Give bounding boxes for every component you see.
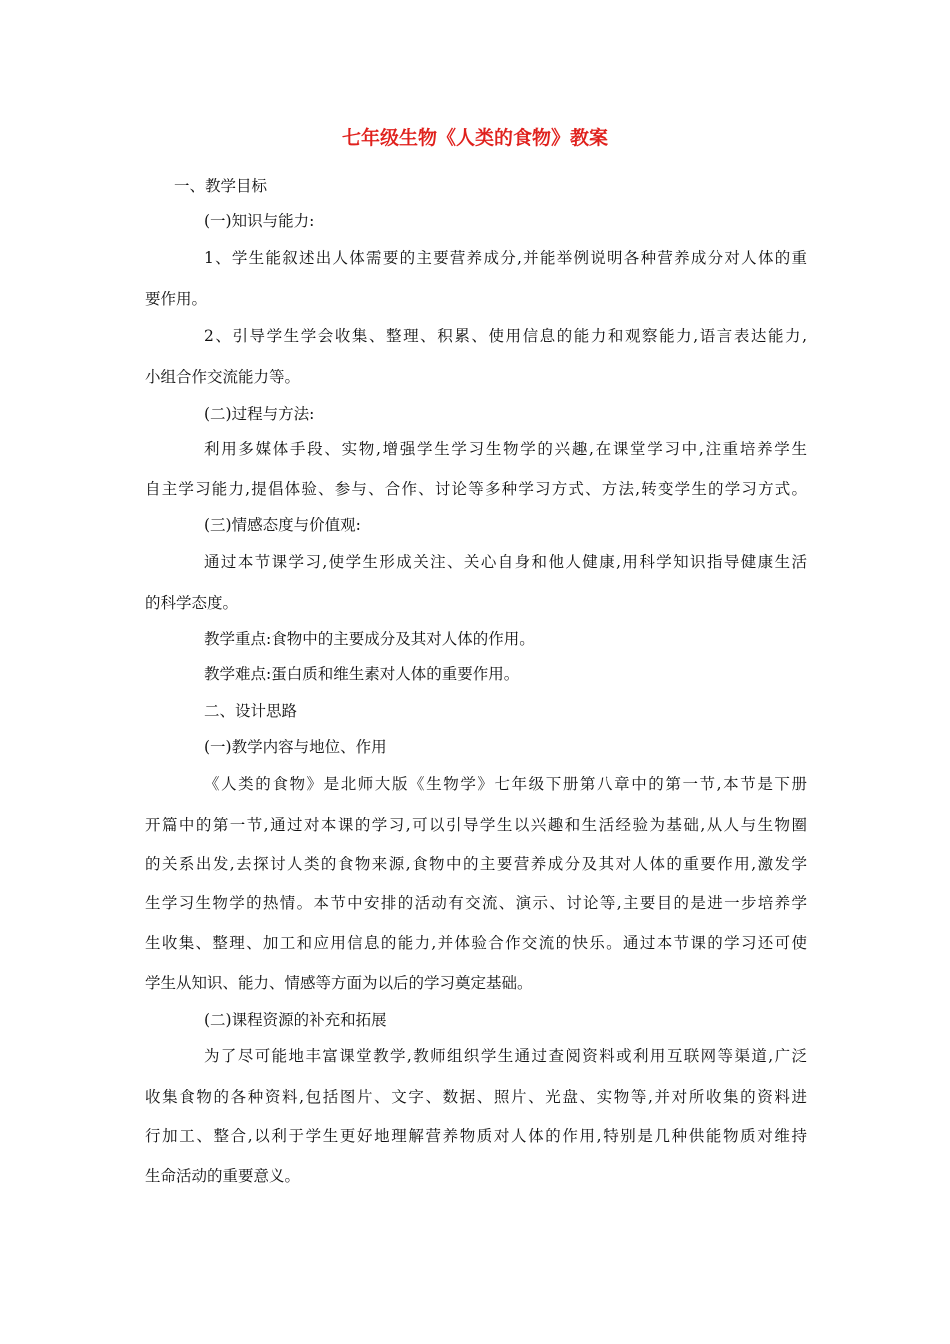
paragraph-line: 自主学习能力,提倡体验、参与、合作、讨论等多种学习方式、方法,转变学生的学习方式。 bbox=[145, 480, 807, 498]
paragraph-line: 为了尽可能地丰富课堂教学,教师组织学生通过查阅资料或利用互联网等渠道,广泛 bbox=[204, 1047, 807, 1065]
key-point-line: 教学重点:食物中的主要成分及其对人体的作用。 bbox=[204, 630, 535, 648]
difficulty-line: 教学难点:蛋白质和维生素对人体的重要作用。 bbox=[204, 665, 520, 683]
paragraph-line: 的关系出发,去探讨人类的食物来源,食物中的主要营养成分及其对人体的重要作用,激发学 bbox=[145, 855, 807, 873]
subsection-heading: (三)情感态度与价值观: bbox=[204, 516, 361, 534]
paragraph-line: 的科学态度。 bbox=[145, 594, 239, 612]
paragraph-line: 收集食物的各种资料,包括图片、文字、数据、照片、光盘、实物等,并对所收集的资料进 bbox=[145, 1088, 807, 1106]
paragraph-line: 小组合作交流能力等。 bbox=[145, 368, 301, 386]
paragraph-line: 行加工、整合,以利于学生更好地理解营养物质对人体的作用,特别是几种供能物质对维持 bbox=[145, 1127, 807, 1145]
paragraph-line: 生收集、整理、加工和应用信息的能力,并体验合作交流的快乐。通过本节课的学习还可使 bbox=[145, 934, 807, 952]
paragraph-line: 生学习生物学的热情。本节中安排的活动有交流、演示、讨论等,主要目的是进一步培养学 bbox=[145, 894, 807, 912]
paragraph-line: 1、学生能叙述出人体需要的主要营养成分,并能举例说明各种营养成分对人体的重 bbox=[204, 249, 807, 267]
paragraph-line: 要作用。 bbox=[145, 290, 208, 308]
paragraph-line: 《人类的食物》是北师大版《生物学》七年级下册第八章中的第一节,本节是下册 bbox=[204, 775, 807, 793]
subsection-heading: (二)课程资源的补充和拓展 bbox=[204, 1011, 387, 1029]
document-title: 七年级生物《人类的食物》教案 bbox=[341, 127, 608, 149]
subsection-heading: (一)教学内容与地位、作用 bbox=[204, 738, 387, 756]
paragraph-line: 2、引导学生学会收集、整理、积累、使用信息的能力和观察能力,语言表达能力, bbox=[204, 327, 807, 345]
section-heading: 一、教学目标 bbox=[174, 177, 268, 195]
paragraph-line: 利用多媒体手段、实物,增强学生学习生物学的兴趣,在课堂学习中,注重培养学生 bbox=[204, 440, 807, 458]
paragraph-line: 开篇中的第一节,通过对本课的学习,可以引导学生以兴趣和生活经验为基础,从人与生物圈 bbox=[145, 816, 807, 834]
paragraph-line: 学生从知识、能力、情感等方面为以后的学习奠定基础。 bbox=[145, 974, 533, 992]
subsection-heading: (二)过程与方法: bbox=[204, 405, 315, 423]
paragraph-line: 通过本节课学习,使学生形成关注、关心自身和他人健康,用科学知识指导健康生活 bbox=[204, 553, 807, 571]
section-heading: 二、设计思路 bbox=[204, 702, 298, 720]
subsection-heading: (一)知识与能力: bbox=[204, 212, 315, 230]
paragraph-line: 生命活动的重要意义。 bbox=[145, 1167, 301, 1185]
